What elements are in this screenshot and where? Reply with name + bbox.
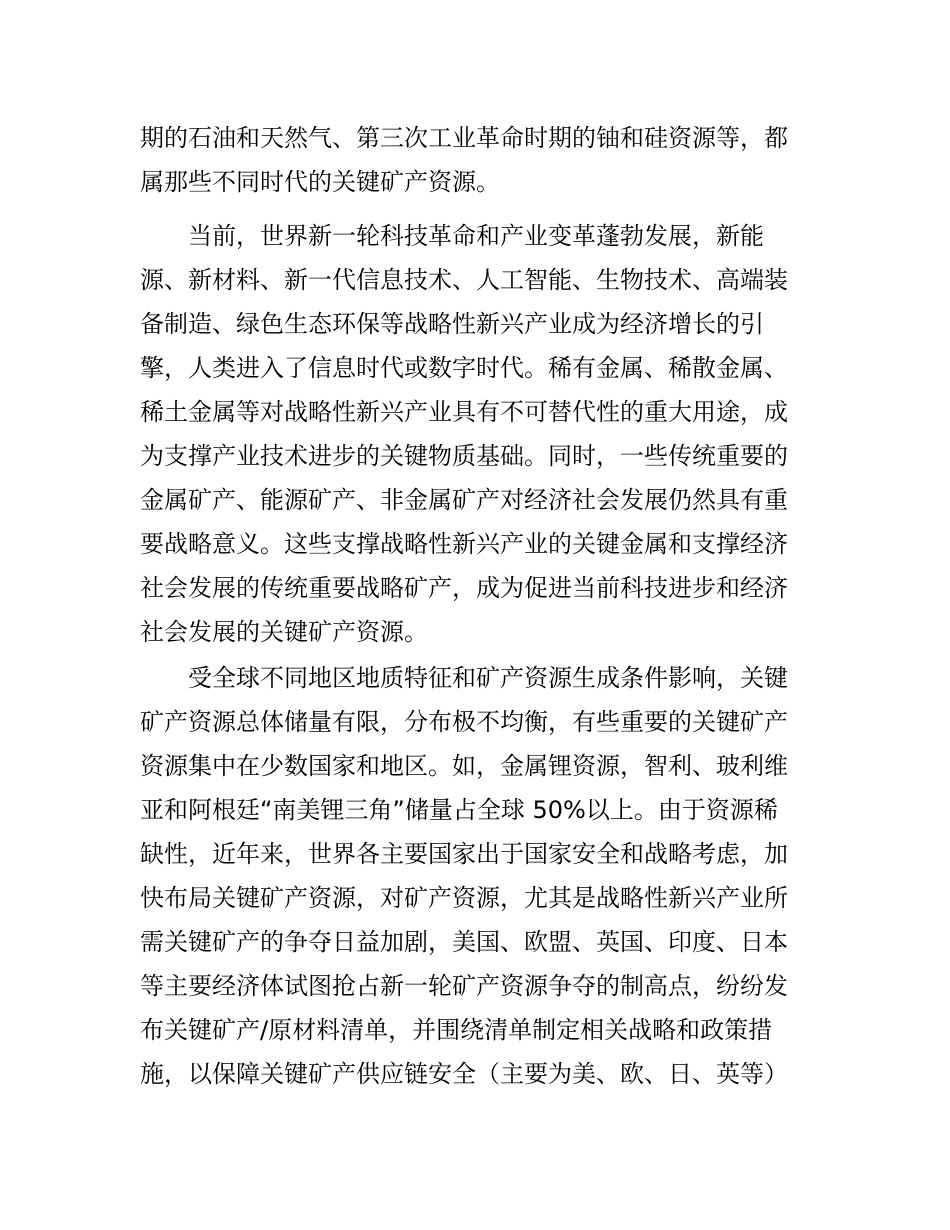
text-line: 快布局关键矿产资源，对矿产资源，尤其是战略性新兴产业所 [140, 884, 788, 912]
text-line: 备制造、绿色生态环保等战略性新兴产业成为经济增长的引 [140, 310, 764, 338]
text-line: 矿产资源总体储量有限，分布极不均衡，有些重要的关键矿产 [140, 708, 788, 736]
text-line: 受全球不同地区地质特征和矿产资源生成条件影响，关键 [188, 664, 788, 692]
text-line: 属那些不同时代的关键矿产资源。 [140, 168, 500, 196]
text-line: 期的石油和天然气、第三次工业革命时期的铀和硅资源等，都 [140, 124, 788, 152]
text-line: 当前，世界新一轮科技革命和产业变革蓬勃发展，新能 [188, 222, 764, 250]
text-line: 社会发展的传统重要战略矿产，成为促进当前科技进步和经济 [140, 574, 788, 602]
text-line: 社会发展的关键矿产资源。 [140, 618, 428, 646]
text-line: 缺性，近年来，世界各主要国家出于国家安全和战略考虑，加 [140, 840, 788, 868]
text-line: 施，以保障关键矿产供应链安全（主要为美、欧、日、英等） [140, 1060, 788, 1088]
text-line: 要战略意义。这些支撑战略性新兴产业的关键金属和支撑经济 [140, 530, 788, 558]
text-line: 资源集中在少数国家和地区。如，金属锂资源，智利、玻利维 [140, 752, 788, 780]
text-line: 擎，人类进入了信息时代或数字时代。稀有金属、稀散金属、 [140, 354, 788, 382]
text-line: 为支撑产业技术进步的关键物质基础。同时，一些传统重要的 [140, 442, 788, 470]
text-line: 布关键矿产/原材料清单，并围绕清单制定相关战略和政策措 [140, 1016, 773, 1044]
text-line: 源、新材料、新一代信息技术、人工智能、生物技术、高端装 [140, 266, 788, 294]
text-line: 等主要经济体试图抢占新一轮矿产资源争夺的制高点，纷纷发 [140, 972, 788, 1000]
text-line: 需关键矿产的争夺日益加剧，美国、欧盟、英国、印度、日本 [140, 928, 788, 956]
text-line: 亚和阿根廷“南美锂三角”储量占全球 50%以上。由于资源稀 [140, 796, 778, 824]
text-line: 稀土金属等对战略性新兴产业具有不可替代性的重大用途，成 [140, 398, 788, 426]
text-line: 金属矿产、能源矿产、非金属矿产对经济社会发展仍然具有重 [140, 486, 788, 514]
